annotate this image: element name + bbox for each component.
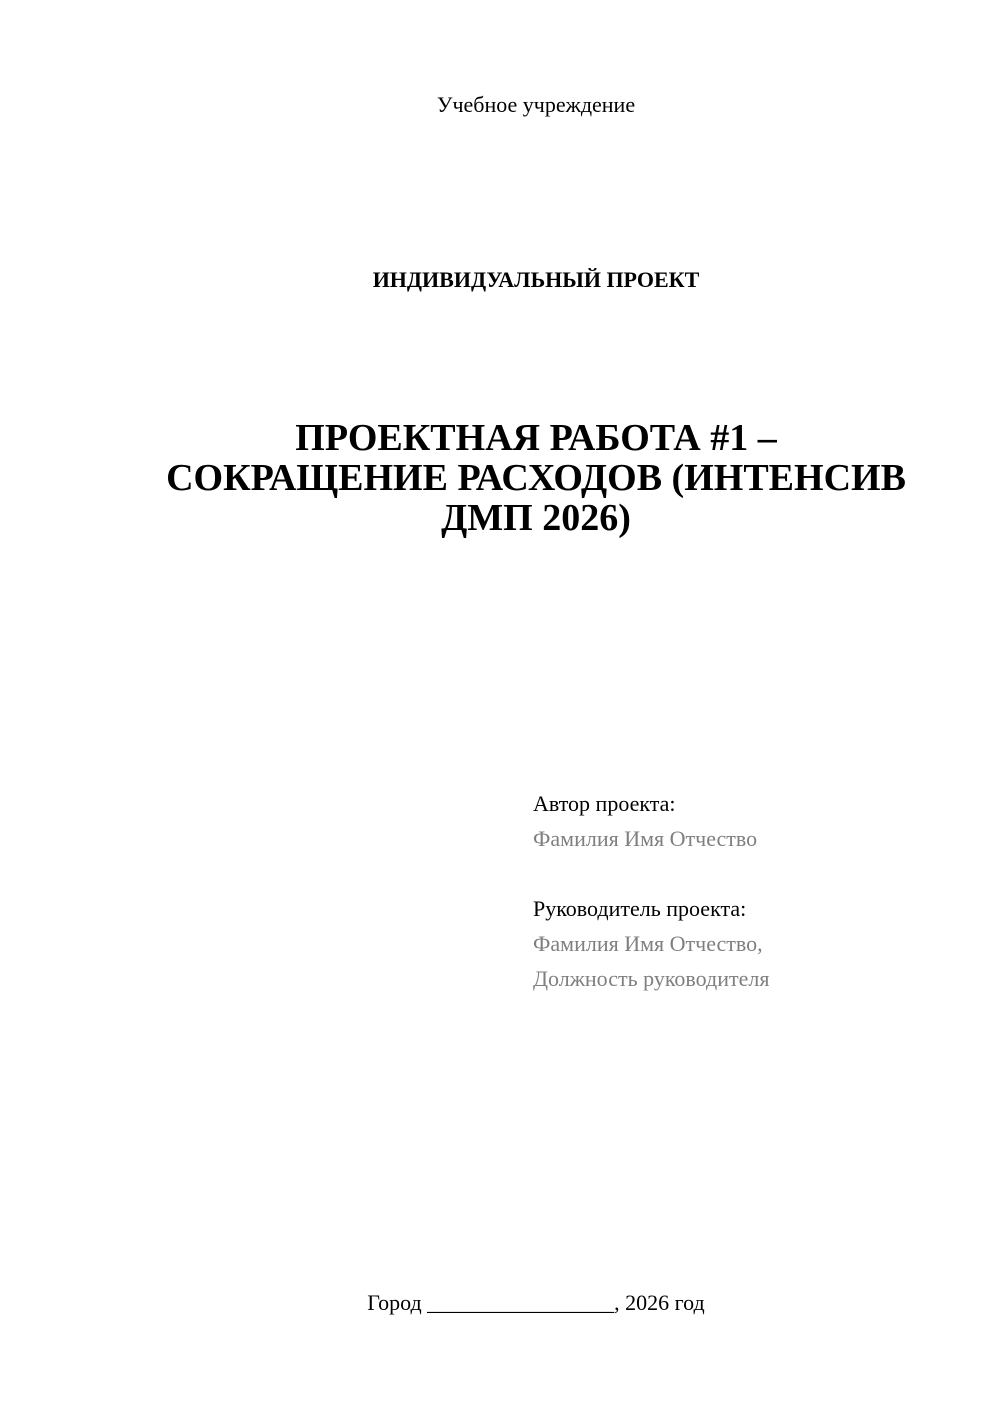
project-type-heading: ИНДИВИДУАЛЬНЫЙ ПРОЕКТ bbox=[372, 267, 700, 292]
supervisor-name-placeholder: Фамилия Имя Отчество, bbox=[533, 931, 763, 956]
author-label: Автор проекта: bbox=[533, 791, 676, 816]
project-title-line-1: ПРОЕКТНАЯ РАБОТА #1 – bbox=[295, 417, 777, 459]
city-year-line: Город _________________, 2026 год bbox=[367, 1290, 705, 1315]
project-title-line-3: ДМП 2026) bbox=[441, 497, 631, 539]
supervisor-position-placeholder: Должность руководителя bbox=[533, 966, 770, 991]
project-title-line-2: СОКРАЩЕНИЕ РАСХОДОВ (ИНТЕНСИВ bbox=[166, 457, 906, 499]
project-participants bbox=[533, 786, 953, 996]
supervisor-label: Руководитель проекта: bbox=[533, 896, 747, 921]
institution-name: Учебное учреждение bbox=[436, 92, 636, 117]
project-title bbox=[0, 418, 1000, 538]
author-name-placeholder: Фамилия Имя Отчество bbox=[533, 826, 758, 851]
spacer bbox=[533, 856, 953, 891]
